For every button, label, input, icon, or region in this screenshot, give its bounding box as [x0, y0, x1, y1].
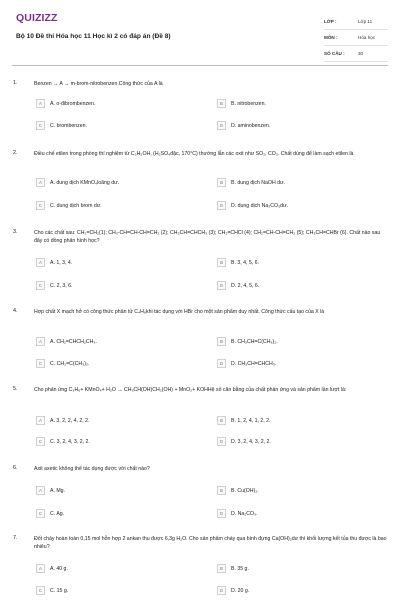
option-letter: A — [36, 416, 45, 425]
worksheet-header — [0, 0, 400, 76]
question-2 — [12, 150, 388, 220]
option-a[interactable] — [36, 98, 95, 109]
option-text: D. aminobenzen. — [231, 122, 271, 129]
option-c[interactable] — [36, 436, 90, 447]
option-text: B. 3, 4, 5, 6. — [231, 259, 259, 266]
option-d[interactable] — [217, 120, 270, 131]
option-a[interactable] — [36, 415, 90, 426]
option-b[interactable] — [217, 336, 278, 347]
option-letter: B — [217, 486, 226, 495]
question-6 — [12, 465, 388, 527]
meta-row-subject — [324, 30, 388, 46]
option-text: D. 20 g. — [231, 587, 250, 594]
option-text: A. o-đibrombenzen. — [50, 100, 96, 107]
option-text: A. 1, 3, 4. — [50, 259, 73, 266]
option-text: D. CH₃CH=CHCH₃. — [231, 360, 277, 367]
option-letter: C — [36, 437, 45, 446]
option-letter: C — [36, 121, 45, 130]
question-number: 6. — [13, 465, 18, 471]
question-text: Điều chế etilen trong phòng thí nghiệm từ C₂H₅OH, (H₂SO₄đặc, 170°C) thường lẫn các oxit như SO₂, CO₂. Chất dùng để làm sạch etilen là — [34, 151, 354, 157]
option-b[interactable] — [217, 485, 259, 496]
option-letter: B — [217, 564, 226, 573]
quizizz-logo: QUIZIZZ — [16, 12, 58, 24]
option-a[interactable] — [36, 257, 72, 268]
option-text: C. brombenzen. — [50, 122, 87, 129]
question-1 — [12, 80, 388, 140]
option-letter: C — [36, 359, 45, 368]
option-a[interactable] — [36, 563, 68, 574]
option-letter: B — [217, 178, 226, 187]
option-text: B. dung dịch NaOH dư. — [231, 179, 285, 186]
question-text: Cho các chất sau: CH₂=CH₂(1); CH₃-CH=CH-CH=CH₂ (2); CH₃CH=CHCH₃ (3); CH₂=CHCl (4); CH₂=CH-CH=CH₂ (5); CH₃CH=CHBr (6). Chất nào sau đây có đồng phân hình học? — [34, 230, 381, 244]
option-text: B. CH₃CH=C(CH₃)₂. — [231, 338, 278, 345]
option-c[interactable] — [36, 200, 102, 211]
option-letter: C — [36, 586, 45, 595]
option-letter: A — [36, 178, 45, 187]
option-text: C. 15 g. — [50, 587, 69, 594]
option-c[interactable] — [36, 280, 73, 291]
option-c[interactable] — [36, 358, 89, 369]
option-b[interactable] — [217, 257, 259, 268]
option-letter: D — [217, 121, 226, 130]
option-text: D. dung dịch Na₂CO₃dư. — [231, 202, 288, 209]
option-a[interactable] — [36, 177, 119, 188]
option-letter: A — [36, 99, 45, 108]
meta-key: MÔN : — [324, 35, 338, 40]
question-text: Cho phản ứng C₃H₆+ KMnO₄+ H₂O → CH₃CH(OH)CH₂(OH) + MnO₂+ KOHHệ số cân bằng của chất phản ứng và sản phẩm lần lượt là: — [34, 387, 347, 393]
option-d[interactable] — [217, 358, 276, 369]
option-b[interactable] — [217, 415, 271, 426]
option-letter: B — [217, 337, 226, 346]
option-letter: B — [217, 416, 226, 425]
option-letter: C — [36, 281, 45, 290]
worksheet-meta — [324, 14, 388, 62]
meta-key: LỚP : — [324, 19, 337, 24]
option-letter: A — [36, 258, 45, 267]
option-text: A. 40 g. — [50, 565, 68, 572]
question-number: 7. — [13, 535, 18, 541]
option-text: B. 35 g. — [231, 565, 249, 572]
option-text: A. 3, 2, 2, 4, 2, 2. — [50, 417, 90, 424]
option-text: D. 3, 2, 4, 3, 2, 2. — [231, 438, 271, 445]
option-text: C. dung dịch brom dư. — [50, 202, 102, 209]
option-letter: A — [36, 486, 45, 495]
option-text: C. Ag. — [50, 510, 65, 517]
option-text: B. nitrobenzen. — [231, 100, 266, 107]
option-c[interactable] — [36, 508, 64, 519]
option-b[interactable] — [217, 98, 266, 109]
meta-row-count — [324, 46, 388, 62]
option-a[interactable] — [36, 336, 97, 347]
question-5 — [12, 386, 388, 456]
option-letter: D — [217, 359, 226, 368]
option-b[interactable] — [217, 563, 249, 574]
option-letter: D — [217, 437, 226, 446]
question-text: Hợp chất X mạch hở có công thức phân tử C₄H₈khi tác dụng với HBr cho một sản phẩm duy nhất. Công thức cấu tạo của X là — [34, 309, 325, 315]
option-c[interactable] — [36, 120, 87, 131]
question-text: Axit axetic không thể tác dụng được với chất nào? — [34, 466, 150, 472]
option-c[interactable] — [36, 585, 68, 596]
option-d[interactable] — [217, 436, 271, 447]
option-letter: B — [217, 258, 226, 267]
option-b[interactable] — [217, 177, 285, 188]
option-letter: B — [217, 99, 226, 108]
question-number: 3. — [13, 229, 18, 235]
option-text: D. Na₂CO₃. — [231, 510, 258, 517]
option-text: C. CH₂=C(CH₃)₂. — [50, 360, 90, 367]
option-text: A. CH₂=CHCH₂CH₃. — [50, 338, 97, 345]
question-3 — [12, 229, 388, 299]
option-text: B. Cu(OH)₂. — [231, 487, 259, 494]
option-letter: D — [217, 201, 226, 210]
option-text: C. 3, 2, 4, 3, 2, 2. — [50, 438, 90, 445]
option-text: A. Mg. — [50, 487, 65, 494]
option-letter: C — [36, 201, 45, 210]
meta-value: 30 — [358, 51, 364, 56]
question-4 — [12, 308, 388, 378]
option-d[interactable] — [217, 508, 258, 519]
meta-value: Lớp 11 — [358, 19, 373, 24]
question-number: 2. — [13, 150, 18, 156]
option-letter: A — [36, 564, 45, 573]
option-letter: A — [36, 337, 45, 346]
question-text: Benzen → A → m-brom-nitrobenzen.Công thức của A là — [34, 81, 163, 87]
meta-key: SỐ CÂU : — [324, 51, 345, 56]
question-7 — [12, 535, 388, 599]
header-divider — [12, 65, 388, 66]
option-letter: D — [217, 586, 226, 595]
option-a[interactable] — [36, 485, 65, 496]
meta-row-class — [324, 14, 388, 30]
question-text: Đốt cháy hoàn toàn 0,15 mol hỗn hợp 2 ankan thu được 6,3g H₂O. Cho sản phẩm cháy qua bình đựng Ca(OH)₂dư thì khối lượng kết tủa thu được là bao nhiêu? — [34, 536, 387, 550]
option-letter: D — [217, 509, 226, 518]
question-number: 1. — [13, 80, 18, 86]
question-number: 5. — [13, 386, 18, 392]
option-letter: C — [36, 509, 45, 518]
option-d[interactable] — [217, 585, 249, 596]
option-d[interactable] — [217, 200, 288, 211]
option-text: A. dung dịch KMnO₄loãng dư. — [50, 179, 120, 186]
worksheet-title: Bộ 10 Đề thi Hóa học 11 Học kì 2 có đáp án (Đề 8) — [16, 33, 171, 40]
option-letter: D — [217, 281, 226, 290]
option-d[interactable] — [217, 280, 259, 291]
option-text: B. 1, 2, 4, 1, 2, 2. — [231, 417, 271, 424]
meta-value: Hóa học — [358, 35, 376, 40]
option-text: C. 2, 3, 6. — [50, 282, 73, 289]
option-text: D. 2, 4, 5, 6. — [231, 282, 260, 289]
question-number: 4. — [13, 308, 18, 314]
